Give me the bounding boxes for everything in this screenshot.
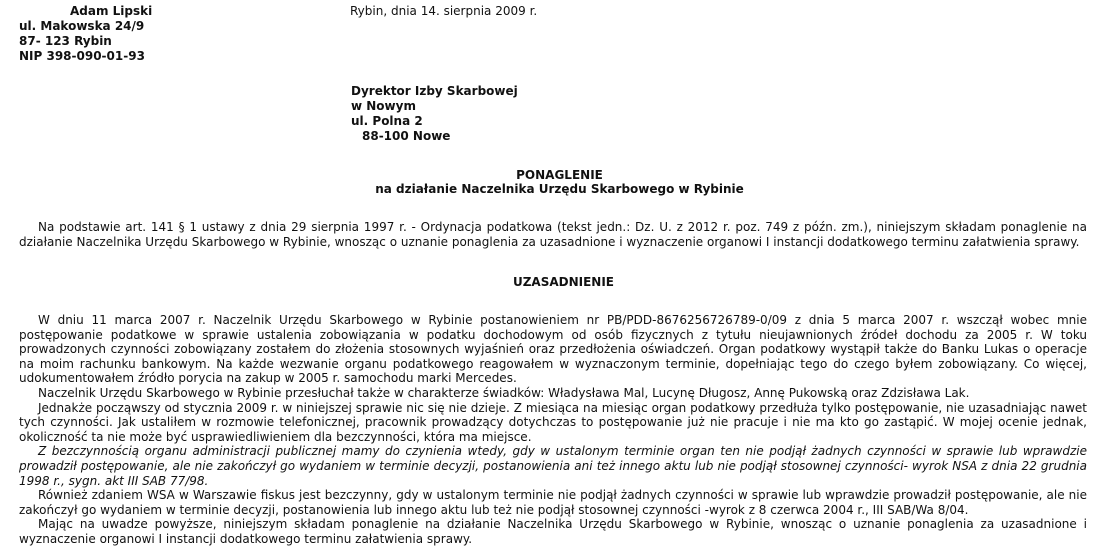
recipient-line-4: 88-100 Nowe bbox=[362, 129, 451, 143]
recipient-line-2: w Nowym bbox=[351, 99, 416, 113]
paragraph-3: Jednakże począwszy od stycznia 2009 r. w niniejszej sprawie nic się nie dzieje. Z miesiąca na miesiąc organ podatkowy przedłuża tylko postępowanie, nie uzasadniając nawet tych czynności. Jak ustaliłem w rozmowie telefonicznej, pracownik prowadzący dotychczas to postępowanie już nie pracuje i nie ma kto go zastąpić. W mojej ocenie jednak, okoliczność ta nie może być usprawiedliwieniem dla bezczynności, która ma miejsce. bbox=[19, 400, 1087, 444]
paragraph-1: W dniu 11 marca 2007 r. Naczelnik Urzędu Skarbowego w Rybinie postanowieniem nr PB/PDD-8676256726789-0/09 z dnia 5 marca 2007 r. wszczął wobec mnie postępowanie podatkowe w sprawie ustalenia zobowiązania w podatku dochodowym od osób fizycznych z tytułu nieujawnionych źródeł dochodu za 2005 r. W toku prowadzonych czynności zobowiązany zostałem do złożenia stosownych wyjaśnień oraz przedłożenia oświadczeń. Organ podatkowy wystąpił także do Banku Lukas o operacje na moim rachunku bankowym. Na każde wezwanie organu podatkowego reagowałem w wyznaczonym terminie, dopełniając tego do czego byłem zobowiązany. Co więcej, udokumentowałem źródło porycia na zakup w 2005 r. samochodu marki Mercedes. bbox=[19, 313, 1087, 386]
paragraph-2: Naczelnik Urzędu Skarbowego w Rybinie przesłuchał także w charakterze świadków: Władysława Mal, Lucynę Długosz, Annę Pukowską oraz Zdzisława Lak. bbox=[38, 385, 970, 400]
sender-name: Adam Lipski bbox=[70, 4, 153, 18]
recipient-line-1: Dyrektor Izby Skarbowej bbox=[351, 84, 518, 98]
document-title: PONAGLENIE bbox=[516, 168, 603, 182]
paragraph-4-citation: Z bezczynnością organu administracji publicznej mamy do czynienia wtedy, gdy w ustalonym terminie organ ten nie podjął żadnych czynności w sprawie lub wprawdzie prowadził postępowanie, ale nie zakończył go wydaniem w terminie decyzji, postanowienia ani też innego aktu lub nie podjął stosownej czynności- wyrok NSA z dnia 22 grudnia 1998 r., sygn. akt III SAB 77/98. bbox=[19, 444, 1087, 488]
sender-street: ul. Makowska 24/9 bbox=[19, 19, 145, 33]
justification-body bbox=[19, 313, 1087, 547]
sender-city: 87- 123 Rybin bbox=[19, 34, 112, 48]
sender-address bbox=[19, 4, 152, 64]
paragraph-6: Mając na uwadze powyższe, niniejszym składam ponaglenie na działanie Naczelnika Urzędu Skarbowego w Rybinie, wnosząc o uznanie ponaglenia za uzasadnione i wyznaczenie organowi I instancji dodatkowego terminu załatwienia sprawy. bbox=[19, 517, 1087, 546]
paragraph-5: Również zdaniem WSA w Warszawie fiskus jest bezczynny, gdy w ustalonym terminie nie podjął żadnych czynności w sprawie lub wprawdzie prowadził postępowanie, ale nie zakończył go wydaniem w terminie decyzji, postanowienia lub innego aktu lub też nie podjął stosownej czynności -wyrok z 8 czerwca 2004 r., III SAB/Wa 8/04. bbox=[19, 488, 1087, 517]
intro-paragraph bbox=[19, 220, 1087, 250]
recipient-address bbox=[351, 84, 518, 144]
recipient-line-3: ul. Polna 2 bbox=[351, 114, 423, 128]
sender-nip: NIP 398-090-01-93 bbox=[19, 49, 145, 63]
justification-heading: UZASADNIENIE bbox=[512, 275, 615, 289]
intro-text: Na podstawie art. 141 § 1 ustawy z dnia 29 sierpnia 1997 r. - Ordynacja podatkowa (tekst jedn.: Dz. U. z 2012 r. poz. 749 z późn. zm.), niniejszym składam ponaglenie na działanie Naczelnika Urzędu Skarbowego w Rybinie, wnosząc o uznanie ponaglenia za uzasadnione i wyznaczenie organowi I instancji dodatkowego terminu załatwienia sprawy. bbox=[19, 220, 1087, 249]
place-date: Rybin, dnia 14. sierpnia 2009 r. bbox=[350, 4, 538, 18]
document-subtitle: na działanie Naczelnika Urzędu Skarbowego w Rybinie bbox=[375, 182, 744, 196]
